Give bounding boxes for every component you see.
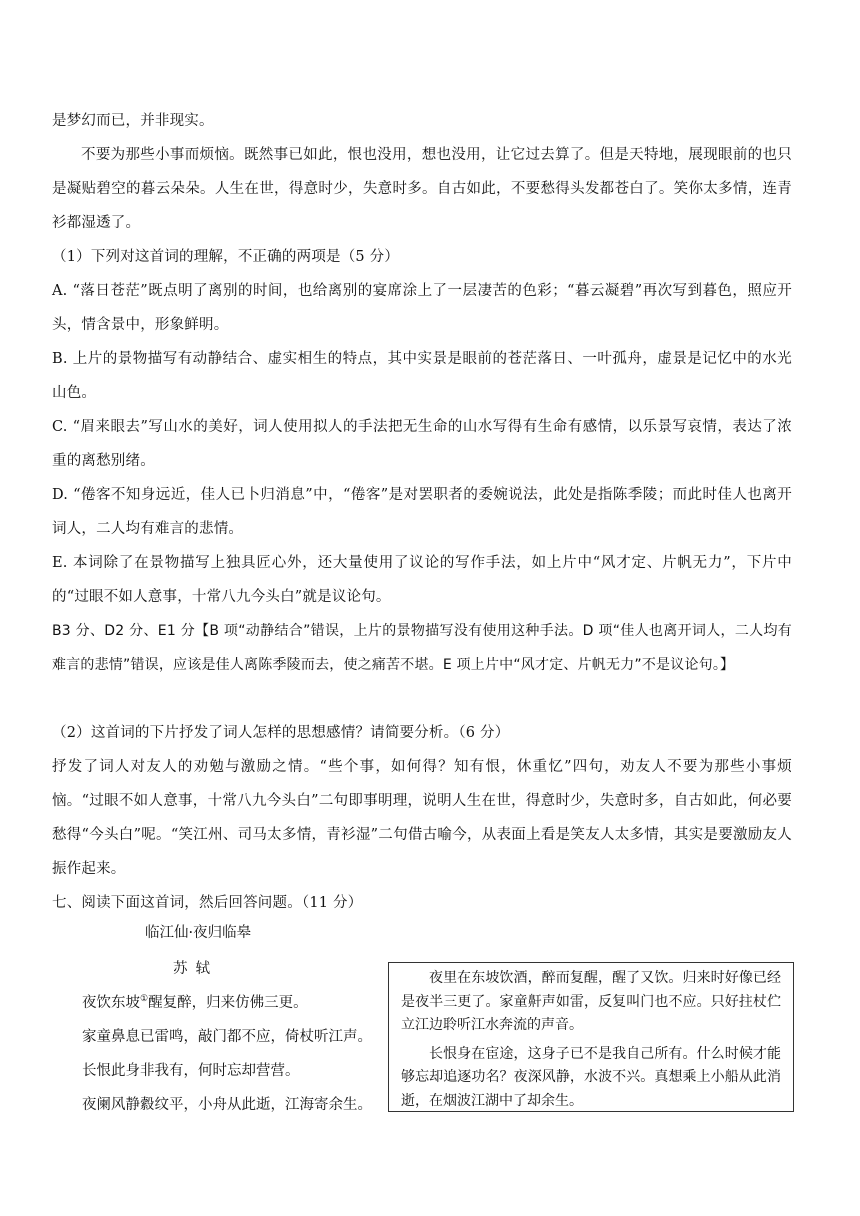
- option-c: C. “眉来眼去”写山水的美好，词人使用拟人的手法把无生命的山水写得有生命有感情，以乐景写哀情，表达了浓重的离愁别绪。: [52, 419, 792, 469]
- translation-paragraph-2: 长恨身在宦途，这身子已不是我自己所有。什么时候才能够忘却追逐功名？夜深风静，水波不兴。真想乘上小船从此消逝，在烟波江湖中了却余生。: [401, 1045, 781, 1109]
- paragraph-translation-lower: 不要为那些小事而烦恼。既然事已如此，恨也没用，想也没用，让它过去算了。但是天特地，展现眼前的也只是凝贴碧空的暮云朵朵。人生在世，得意时少，失意时多。自古如此，不要愁得头发都苍白了。笑你太多情，连青衫都湿透了。: [52, 147, 792, 231]
- section-7-heading: 七、阅读下面这首词，然后回答问题。（11 分）: [52, 895, 363, 911]
- option-e: E. 本词除了在景物描写上独具匠心外，还大量使用了议论的写作手法，如上片中“风才定、片帆无力”，下片中的“过眼不如人意事，十常八九今头白”就是议论句。: [52, 555, 792, 605]
- poem-line-4: 夜阑风静縠纹平，小舟从此逝，江海寄余生。: [82, 1097, 372, 1113]
- translation-box: [388, 962, 794, 1112]
- option-b: B. 上片的景物描写有动静结合、虚实相生的特点，其中实景是眼前的苍茫落日、一叶孤舟，虚景是记忆中的水光山色。: [52, 351, 792, 401]
- option-d: D. “倦客不知身远近，佳人已卜归消息”中，“倦客”是对罢职者的委婉说法，此处是指陈季陵；而此时佳人也离开词人，二人均有难言的悲情。: [52, 487, 792, 537]
- translation-paragraph-1: 夜里在东坡饮酒，醉而复醒，醒了又饮。归来时好像已经是夜半三更了。家童鼾声如雷，反复叫门也不应。只好拄杖伫立江边聆听江水奔流的声音。: [401, 970, 781, 1033]
- answer-2: 抒发了词人对友人的劝勉与激励之情。“些个事，如何得？知有恨，休重忆”四句，劝友人不要为那些小事烦恼。“过眼不如人意事，十常八九今头白”二句即事明理，说明人生在世，得意时少，失意时多，自古如此，何必要愁得“今头白”呢。“笑江州、司马太多情，青衫湿”二句借古喻今，从表面上看是笑友人太多情，其实是要激励友人振作起来。: [52, 759, 792, 877]
- poem-line-1-a: 夜饮东坡: [82, 995, 140, 1011]
- answer-1: B3 分、D2 分、E1 分【B 项“动静结合”错误，上片的景物描写没有使用这种手法。D 项“佳人也离开词人，二人均有难言的悲情”错误，应该是佳人离陈季陵而去，使之痛苦不堪。E 项上片中“风才定、片帆无力”不是议论句。】: [52, 623, 792, 673]
- question-2: （2）这首词的下片抒发了词人怎样的思想感情？请简要分析。（6 分）: [52, 725, 510, 741]
- paragraph-continuation: 是梦幻而已，并非现实。: [52, 113, 214, 129]
- poem-author: 苏轼: [173, 961, 218, 977]
- poem-title: 临江仙·夜归临皋: [145, 925, 252, 941]
- option-a: A. “落日苍茫”既点明了离别的时间，也给离别的宴席涂上了一层凄苦的色彩；“暮云凝碧”再次写到暮色，照应开头，情含景中，形象鲜明。: [52, 283, 792, 333]
- poem-line-3: 长恨此身非我有，何时忘却营营。: [82, 1063, 300, 1079]
- poem-line-2: 家童鼻息已雷鸣，敲门都不应，倚杖听江声。: [82, 1029, 372, 1045]
- poem-line-1: [82, 992, 308, 1014]
- footnote-marker: ①: [140, 994, 149, 1005]
- question-1: （1）下列对这首词的理解，不正确的两项是（5 分）: [52, 249, 400, 265]
- poem-line-1-b: 醒复醉，归来仿佛三更。: [148, 995, 308, 1011]
